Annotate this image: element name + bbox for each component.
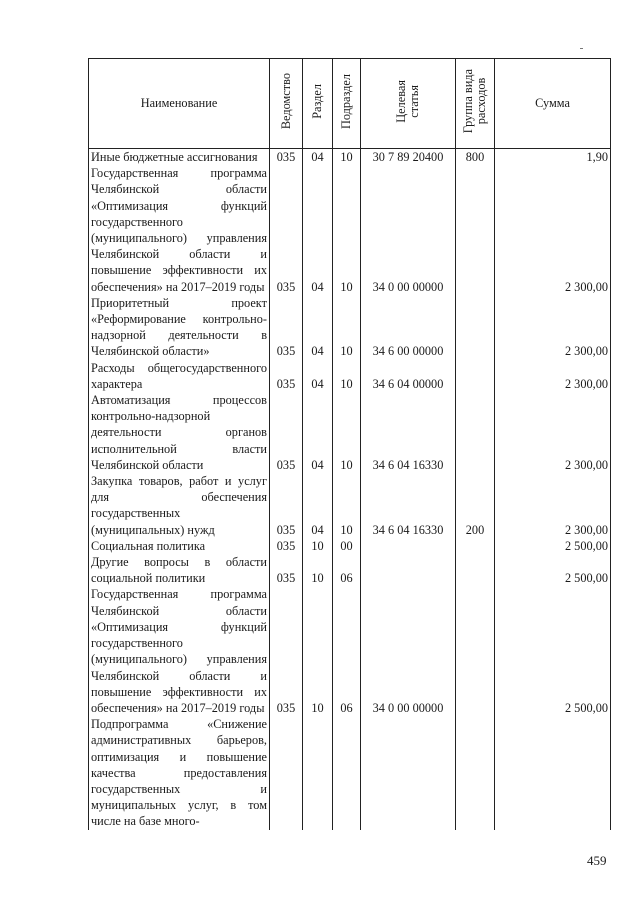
scan-mark	[580, 48, 583, 49]
cell-expense-type	[456, 165, 495, 295]
budget-table	[88, 58, 611, 830]
cell-subsection: 10	[333, 149, 361, 166]
cell-department: 035	[270, 392, 303, 473]
cell-expense-type	[456, 716, 495, 829]
table-row	[89, 295, 611, 360]
cell-target-article	[361, 716, 456, 829]
cell-amount: 1,90	[495, 149, 611, 166]
cell-section: 10	[303, 554, 333, 586]
cell-target-article	[361, 538, 456, 554]
cell-name: Расходы общегосударственного характера	[89, 360, 270, 392]
cell-subsection: 10	[333, 165, 361, 295]
cell-section: 04	[303, 392, 333, 473]
cell-target-article: 30 7 89 20400	[361, 149, 456, 166]
cell-name: Автоматизация процессов контрольно-надзорной деятельности органов исполнительной власти Челябинской области	[89, 392, 270, 473]
cell-section: 04	[303, 149, 333, 166]
cell-target-article: 34 0 00 00000	[361, 165, 456, 295]
table-row	[89, 149, 611, 166]
cell-department: 035	[270, 165, 303, 295]
cell-name: Подпрограмма «Снижение административных барьеров, оптимизация и повышение качества предоставления государственных и муниципальных услуг, в том числе на базе много-	[89, 716, 270, 829]
header-amount: Сумма	[495, 59, 611, 149]
cell-name: Государственная программа Челябинской области «Оптимизация функций государственного (муниципального) управления Челябинской области и повышение эффективности их обеспечения» на 2017–2019 годы	[89, 165, 270, 295]
table-row	[89, 716, 611, 829]
cell-department: 035	[270, 360, 303, 392]
table-body	[89, 149, 611, 830]
cell-subsection: 10	[333, 473, 361, 538]
cell-name: Иные бюджетные ассигнования	[89, 149, 270, 166]
cell-name: Приоритетный проект «Реформирование контрольно-надзорной деятельности в Челябинской области»	[89, 295, 270, 360]
cell-target-article: 34 6 04 16330	[361, 392, 456, 473]
cell-expense-type	[456, 360, 495, 392]
cell-amount: 2 300,00	[495, 473, 611, 538]
cell-department: 035	[270, 473, 303, 538]
cell-department: 035	[270, 586, 303, 716]
table-row	[89, 360, 611, 392]
cell-department: 035	[270, 149, 303, 166]
cell-amount: 2 300,00	[495, 360, 611, 392]
cell-name: Социальная политика	[89, 538, 270, 554]
cell-name: Закупка товаров, работ и услуг для обеспечения государственных (муниципальных) нужд	[89, 473, 270, 538]
cell-amount: 2 300,00	[495, 295, 611, 360]
cell-name: Другие вопросы в области социальной политики	[89, 554, 270, 586]
header-target-article: Целевая статья	[361, 59, 456, 149]
cell-target-article: 34 6 04 16330	[361, 473, 456, 538]
cell-target-article: 34 6 00 00000	[361, 295, 456, 360]
cell-target-article: 34 6 04 00000	[361, 360, 456, 392]
cell-department: 035	[270, 538, 303, 554]
cell-subsection: 10	[333, 295, 361, 360]
header-expense-type: Группа вида расходов	[456, 59, 495, 149]
cell-department: 035	[270, 554, 303, 586]
cell-name: Государственная программа Челябинской области «Оптимизация функций государственного (муниципального) управления Челябинской области и повышение эффективности их обеспечения» на 2017–2019 годы	[89, 586, 270, 716]
cell-expense-type: 800	[456, 149, 495, 166]
cell-amount: 2 300,00	[495, 392, 611, 473]
cell-expense-type	[456, 392, 495, 473]
cell-section: 10	[303, 586, 333, 716]
cell-amount: 2 300,00	[495, 165, 611, 295]
cell-section	[303, 716, 333, 829]
header-subsection: Подраздел	[333, 59, 361, 149]
table-row	[89, 473, 611, 538]
header-section: Раздел	[303, 59, 333, 149]
cell-department	[270, 716, 303, 829]
cell-section: 04	[303, 295, 333, 360]
cell-expense-type: 200	[456, 473, 495, 538]
cell-expense-type	[456, 554, 495, 586]
table-row	[89, 538, 611, 554]
cell-expense-type	[456, 538, 495, 554]
cell-amount	[495, 716, 611, 829]
page-number: 459	[587, 853, 607, 868]
cell-section: 04	[303, 473, 333, 538]
header-department: Ведомство	[270, 59, 303, 149]
cell-target-article: 34 0 00 00000	[361, 586, 456, 716]
cell-subsection: 10	[333, 392, 361, 473]
cell-expense-type	[456, 586, 495, 716]
cell-subsection: 10	[333, 360, 361, 392]
cell-expense-type	[456, 295, 495, 360]
header-name: Наименование	[89, 59, 270, 149]
cell-amount: 2 500,00	[495, 586, 611, 716]
cell-department: 035	[270, 295, 303, 360]
cell-subsection: 06	[333, 586, 361, 716]
cell-section: 04	[303, 360, 333, 392]
cell-subsection	[333, 716, 361, 829]
cell-section: 10	[303, 538, 333, 554]
table-row	[89, 554, 611, 586]
header-row	[89, 59, 611, 149]
cell-subsection: 00	[333, 538, 361, 554]
cell-subsection: 06	[333, 554, 361, 586]
cell-amount: 2 500,00	[495, 554, 611, 586]
cell-section: 04	[303, 165, 333, 295]
table-row	[89, 392, 611, 473]
table-row	[89, 165, 611, 295]
table-row	[89, 586, 611, 716]
cell-amount: 2 500,00	[495, 538, 611, 554]
cell-target-article	[361, 554, 456, 586]
